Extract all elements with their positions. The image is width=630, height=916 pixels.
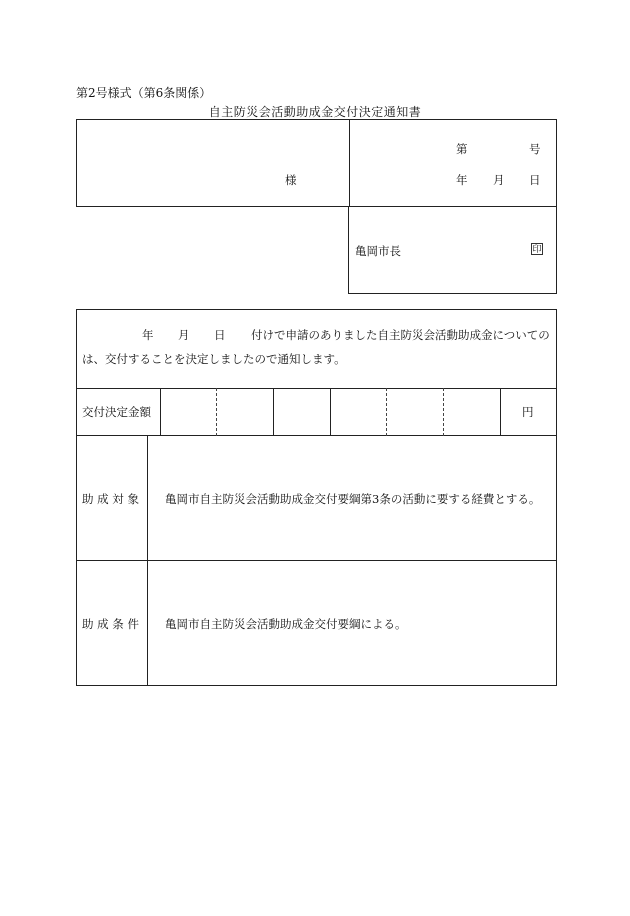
row-divider-2	[77, 435, 556, 436]
document-number-prefix: 第	[456, 142, 468, 156]
seal-mark: 印	[532, 245, 542, 255]
document-number-suffix: 号	[529, 142, 541, 156]
date-month-label: 月	[493, 173, 505, 187]
amount-label-divider	[160, 388, 161, 436]
body-text-line1: 付けで申請のありました自主防災会活動助成金についての	[251, 328, 550, 342]
body-date-month: 月	[178, 328, 190, 342]
date-day-label: 日	[529, 173, 541, 187]
subject-value: 亀岡市自主防災会活動助成金交付要綱第3条の活動に要する経費とする。	[165, 492, 541, 506]
conditions-label: 助 成 条 件	[82, 617, 139, 631]
amount-digit-divider	[216, 388, 217, 436]
amount-digit-divider	[386, 388, 387, 436]
issuer-name: 亀岡市長	[355, 244, 401, 258]
body-date-day: 日	[214, 328, 226, 342]
date-year-label: 年	[456, 173, 468, 187]
honorific-label: 様	[285, 173, 297, 187]
subject-label: 助 成 対 象	[82, 492, 139, 506]
amount-unit-divider	[500, 388, 501, 436]
row-divider-1	[77, 388, 556, 389]
row-divider-3	[77, 560, 556, 561]
amount-digit-divider	[330, 388, 331, 436]
label-column-divider	[147, 435, 148, 686]
form-code: 第2号様式（第6条関係）	[76, 86, 212, 100]
amount-digit-divider	[273, 388, 274, 436]
amount-label: 交付決定金額	[82, 405, 151, 419]
conditions-value: 亀岡市自主防災会活動助成金交付要綱による。	[165, 617, 407, 631]
body-text-line2: は、交付することを決定しましたので通知します。	[82, 352, 346, 366]
document-title: 自主防災会活動助成金交付決定通知書	[208, 105, 422, 119]
amount-unit: 円	[522, 405, 534, 419]
addressee-divider	[349, 120, 350, 206]
amount-digit-divider	[443, 388, 444, 436]
body-date-year: 年	[142, 328, 154, 342]
addressee-box	[76, 119, 557, 207]
